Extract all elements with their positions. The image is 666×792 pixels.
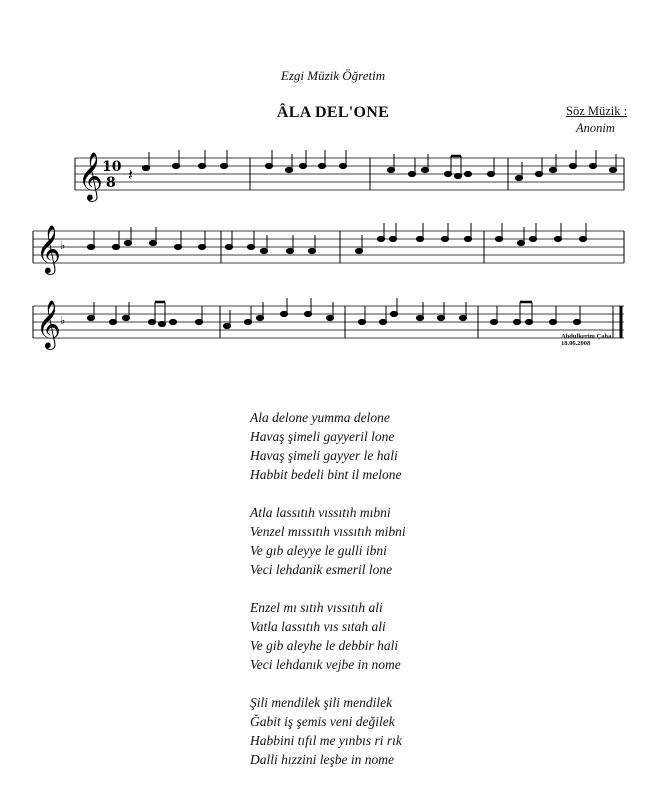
credit-value: Anonim: [576, 121, 615, 135]
staff-lines: [33, 158, 624, 338]
lyric-line: Habbit bedeli bint il melone: [250, 467, 402, 482]
lyric-line: Şili mendilek şili mendilek: [250, 695, 393, 710]
lyrics-stanza-1: [250, 408, 550, 484]
svg-text:𝄞: 𝄞: [78, 151, 103, 200]
svg-text:♭: ♭: [60, 314, 66, 327]
arranger-name: Abdulkerim Çaha: [561, 333, 612, 340]
lyric-line: Ve gıb aleyye le gulli ibni: [250, 543, 387, 558]
credit-label: Söz Müzik :: [566, 104, 628, 118]
lyrics-stanza-4: [250, 693, 550, 769]
time-signature-top: 10: [102, 159, 122, 175]
time-signature: [102, 159, 122, 191]
svg-text:𝄞: 𝄞: [36, 224, 61, 273]
lyric-line: Venzel mıssıtıh vıssıtıh mibni: [250, 524, 406, 539]
lyric-line: Havaş şimeli gayyer le hali: [250, 448, 398, 463]
lyric-line: Enzel mı sıtıh vıssıtıh ali: [250, 600, 383, 615]
lyric-line: Veci lehdanık vejbe in nome: [250, 657, 401, 672]
arranger-date: 18.06.2008: [561, 340, 591, 347]
time-signature-bottom: 8: [106, 175, 116, 191]
lyric-line: Veci lehdanik esmeril lone: [250, 562, 393, 577]
lyric-line: Dalli hızzini leşbe in nome: [250, 752, 394, 767]
sheet-music: [0, 0, 666, 360]
svg-text:𝄽: 𝄽: [128, 165, 133, 184]
lyrics-stanza-2: [250, 503, 550, 579]
lyric-line: Havaş şimeli gayyeril lone: [250, 429, 395, 444]
lyric-line: Ve gib aleyhe le debbir hali: [250, 638, 399, 653]
lyric-line: Ğabit iş şemis veni değilek: [250, 714, 395, 729]
lyric-line: Ala delone yumma delone: [250, 410, 390, 425]
arranger-credit: [561, 333, 611, 347]
lyric-line: Atla lassıtıh vıssıtıh mıbni: [250, 505, 391, 520]
document-subtitle: Ezgi Müzik Öğretim: [280, 68, 386, 83]
lyrics-block: [250, 408, 550, 788]
song-title: ÂLA DEL'ONE: [276, 104, 390, 121]
lyric-line: Habbini tıfıl me yınbıs ri rık: [250, 733, 402, 748]
bar-lines: [33, 158, 624, 338]
svg-text:♭: ♭: [60, 239, 66, 252]
svg-text:𝄞: 𝄞: [36, 299, 61, 348]
lyric-line: Vatla lassıtıh vıs sıtah ali: [250, 619, 386, 634]
lyrics-stanza-3: [250, 598, 550, 674]
